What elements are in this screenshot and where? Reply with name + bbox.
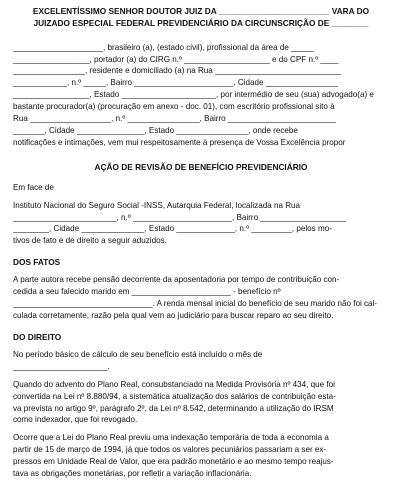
facts-line: A parte autora recebe pensão decorrente da aposentadoria por tempo de contribuição con- <box>13 275 340 285</box>
against-line: ________, Cidade ______________, Estado _____________, n.º _________, pelos mo- <box>13 224 332 234</box>
law-line: como indexador, que foi revogado. <box>13 415 138 425</box>
qualification-paragraph <box>13 42 389 149</box>
spacer <box>13 30 389 42</box>
law-line: tava as obrigações monetárias, por refletir a variação inflacionária. <box>13 469 252 479</box>
spacer <box>13 247 389 256</box>
law-line: pressos em Unidade Real de Valor, que era padrão monetário e ao mesmo tempo reajus- <box>13 457 334 467</box>
law-paragraph-2 <box>13 379 389 427</box>
law-paragraph-3 <box>13 432 389 480</box>
qualification-line: bastante procurador(a) (procuração em anexo - doc. 01), com escritório profissional sito à <box>13 102 335 112</box>
against-paragraph <box>13 182 389 248</box>
law-line: convertida na Lei nº 8.880/94, a sistemática atualização dos salários de contribuição esta- <box>13 391 336 401</box>
spacer <box>13 149 389 161</box>
spacer <box>13 173 389 182</box>
qualification-line: _________________, Estado _____________________, por intermédio de seu (sua) advogado(a) e <box>13 90 374 100</box>
facts-paragraph <box>13 274 389 322</box>
against-line: tivos de fato e de direito a seguir aduzidos. <box>13 236 167 246</box>
law-line: _____________________. <box>13 361 110 371</box>
law-line: Quando do advento do Plano Real, consubstanciado na Medida Provisória nº 434, que foi <box>13 379 335 389</box>
law-line: va prevista no artigo 9º, parágrafo 2º, da Lei nº 8.542, determinando a utilização do IRSM <box>13 403 334 413</box>
law-line: No período básico de cálculo de seu benefício está incluído o mês de <box>13 349 263 359</box>
qualification-line: _______, Cidade _______________, Estado ________________, onde recebe <box>13 125 298 135</box>
facts-line: _______________________________. A renda mensal inicial do benefício de seu marido não foi cal- <box>13 299 378 309</box>
facts-line: cedida a seu falecido marido em ______________________ - benefício nº <box>13 287 281 297</box>
header-line-2: JUIZADO ESPECIAL FEDERAL PREVIDENCIÁRIO DA CIRCUNSCRIÇÃO DE ________ <box>33 17 369 28</box>
qualification-line: ____________________, brasileiro (a), (estado civil), profissional da área de _____ <box>13 42 314 52</box>
law-line: partir de 15 de março de 1994, já que todos os valores pecuniários passariam a ser ex- <box>13 445 327 455</box>
against-line: _______________________, n.º ______________________, Bairro ___________________ <box>13 212 346 222</box>
header-line-1: EXCELENTÍSSIMO SENHOR DOUTOR JUIZ DA ________________________ VARA DO <box>32 6 370 16</box>
petition-document <box>13 6 389 480</box>
against-line: Em face de <box>13 182 54 192</box>
against-line: Instituto Nacional do Seguro Social -INSS, Autarquia Federal, localizada na Rua <box>13 200 301 210</box>
qualification-line: notificações e intimações, vem mui respeitosamente à presença de Vossa Excelência propor <box>13 137 346 147</box>
qualification-line: ________________, residente e domiciliado (a) na Rua ____________________________ <box>13 66 342 76</box>
qualification-line: _________________, portador (a) do CIRG n.º ___________________ e do CPF n.º ____ <box>13 54 339 64</box>
facts-line: culada corretamente, razão pela qual vem ao judiciário para buscar reparo ao seu direito. <box>13 311 334 320</box>
qualification-line: ____________, n.º _____, Bairro ______________________, Cidade ________________ <box>13 78 338 88</box>
spacer <box>13 322 389 331</box>
action-title: AÇÃO DE REVISÃO DE BENEFÍCIO PREVIDENCIÁRIO <box>94 161 308 172</box>
facts-heading: DOS FATOS <box>13 257 61 268</box>
qualification-line: Rua __________________, n.º ________________, Bairro ________________________ <box>13 114 336 124</box>
law-heading: DO DIREITO <box>13 331 62 342</box>
law-paragraph-1 <box>13 349 389 373</box>
law-line: Ocorre que a Lei do Plano Real previu uma indexação temporária de toda a economia a <box>13 433 329 443</box>
